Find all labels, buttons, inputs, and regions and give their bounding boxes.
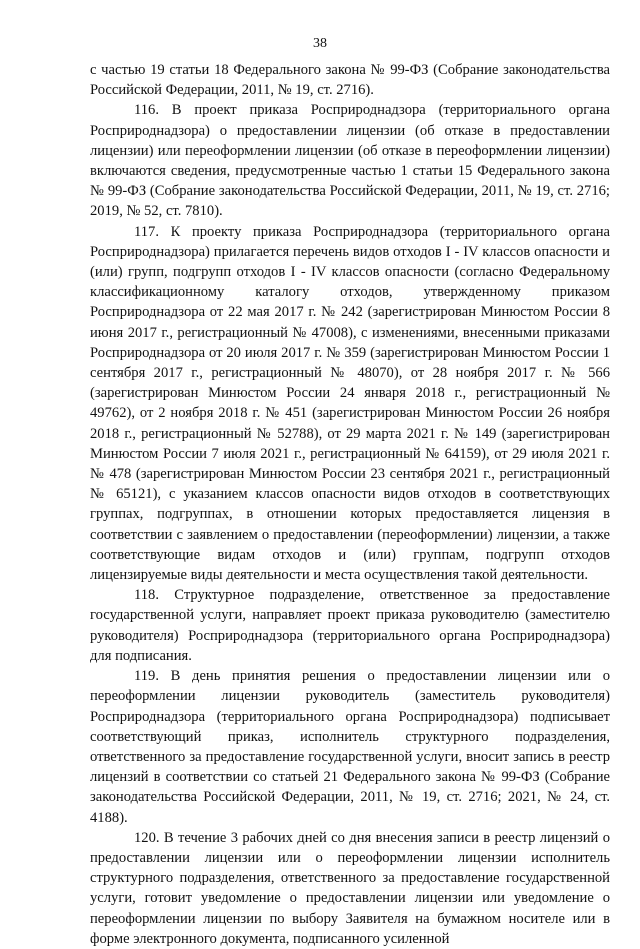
paragraph-continuation: с частью 19 статьи 18 Федерального закона № 99-ФЗ (Собрание законодательства Российской Федерации, 2011, № 19, ст. 2716). <box>90 62 610 99</box>
paragraph-119: 119. В день принятия решения о предоставлении лицензии или о переоформлении лицензии руководитель (заместитель руководителя) Росприроднадзора (территориального органа Росприроднадзора) подписывает соответствующий приказ, исполнитель структурного подразделения, ответственного за предоставление государственной услуги, вносит запись в реестр лицензий в соответствии со статьей 21 Федерального закона № 99-ФЗ (Собрание законодательства Российской Федерации, 2011, № 19, ст. 2716; 2021, № 24, ст. 4188). <box>90 668 610 826</box>
paragraph-118: 118. Структурное подразделение, ответственное за предоставление государственной услуги, направляет проект приказа руководителю (заместителю руководителя) Росприроднадзора (территориального органа Росприроднадзора) для подписания. <box>90 587 610 664</box>
page-number: 38 <box>313 36 327 51</box>
paragraph-120: 120. В течение 3 рабочих дней со дня внесения записи в реестр лицензий о предоставлении лицензии или о переоформлении лицензии исполнитель структурного подразделения, ответственного за предоставление государственной услуги, готовит уведомление о предоставлении лицензии или уведомление о переоформлении лицензии по выбору Заявителя на бумажном носителе или в форме электронного документа, подписанного усиленной <box>90 829 610 947</box>
paragraph-117: 117. К проекту приказа Росприроднадзора (территориального органа Росприроднадзора) прилагается перечень видов отходов I - IV классов опасности и (или) групп, подгрупп отходов I - IV классов опасности (согласно Федеральному классификационному каталогу отходов, утвержденному приказом Росприроднадзора от 22 мая 2017 г. № 242 (зарегистрирован Минюстом России 8 июня 2017 г., регистрационный № 47008), с изменениями, внесенными приказами Росприроднадзора от 20 июля 2017 г. № 359 (зарегистрирован Минюстом России 1 сентября 2017 г., регистрационный № 48070), от 28 ноября 2017 г. № 566 (зарегистрирован Минюстом России 24 января 2018 г., регистрационный № 49762), от 2 ноября 2018 г. № 451 (зарегистрирован Минюстом России 26 ноября 2018 г., регистрационный № 52788), от 29 марта 2021 г. № 149 (зарегистрирован Минюстом России 7 июля 2021 г., регистрационный № 64159), от 29 июля 2021 г. № 478 (зарегистрирован Минюстом России 23 сентября 2021 г., регистрационный № 65121), с указанием классов опасности видов отходов в соответствующих группах, подгруппах, в отношении которых предоставляется лицензия в соответствии с заявлением о предоставлении (переоформлении) лицензии, а также соответствующие видам отходов и (или) группам, подгрупп отходов лицензируемые виды деятельности и места осуществления такой деятельности. <box>90 223 610 584</box>
document-body <box>90 60 610 949</box>
paragraph-116: 116. В проект приказа Росприроднадзора (территориального органа Росприроднадзора) о предоставлении лицензии (об отказе в предоставлении лицензии) или переоформлении лицензии (об отказе в переоформлении лицензии) включаются сведения, предусмотренные частью 1 статьи 15 Федерального закона № 99-ФЗ (Собрание законодательства Российской Федерации, 2011, № 19, ст. 2716; 2019, № 52, ст. 7810). <box>90 102 610 220</box>
